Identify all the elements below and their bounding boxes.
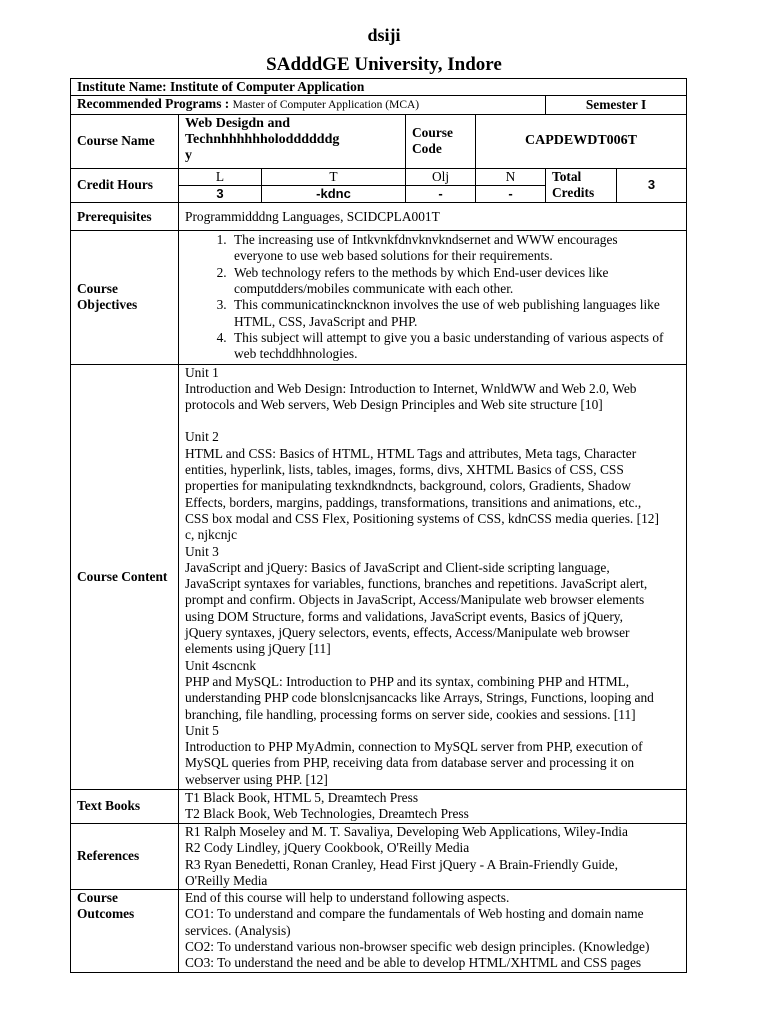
content-block-unit-1	[185, 365, 680, 414]
course-content-line: Introduction and Web Design: Introduction to Internet, WnldWW and Web 2.0, Web	[185, 380, 637, 396]
course-content-line: properties for manipulating texkndkndncts, background, colors, Gradients, Shadow	[185, 478, 631, 494]
objective-item	[230, 265, 680, 298]
objective-line: 3. This communicatinckncknon involves the use of web publishing languages like	[234, 297, 660, 313]
reference-item: O'Reilly Media	[185, 872, 268, 888]
course-content-line: Effects, borders, margins, paddings, transformations, transitions and animations, etc.,	[185, 494, 642, 510]
course-code-label-line: Code	[412, 141, 442, 157]
objective-item	[230, 297, 680, 330]
total-credits-label	[546, 168, 617, 203]
reference-item: R3 Ryan Benedetti, Ronan Cranley, Head First jQuery - A Brain-Friendly Guide,	[185, 856, 618, 872]
objectives-label-line: Course	[77, 281, 118, 297]
textbooks-label: Text Books	[71, 789, 179, 823]
outcome-line: CO3: To understand the need and be able to develop HTML/XHTML and CSS pages	[185, 955, 642, 971]
course-name-line: y	[185, 147, 192, 163]
textbook-item: T1 Black Book, HTML 5, Dreamtech Press	[185, 790, 419, 806]
credit-value-p: -	[406, 185, 476, 202]
course-content-line: Unit 2	[185, 429, 219, 445]
references-list	[185, 824, 680, 889]
course-code-label	[406, 114, 476, 168]
course-content-line: Unit 4scncnk	[185, 657, 257, 673]
content-spacer	[185, 413, 680, 429]
total-credits-value: 3	[617, 168, 687, 203]
prerequisites-value: Programmidddng Languages, SCIDCPLA001T	[179, 203, 687, 231]
course-content-line: branching, file handling, processing forms on server side, cookies and sessions. [11]	[185, 706, 636, 722]
prerequisites-label: Prerequisites	[71, 203, 179, 231]
objective-item	[230, 232, 680, 265]
course-content-line: Unit 1	[185, 364, 219, 380]
outcomes-label-line: Course	[77, 890, 118, 906]
credit-header-t: T	[262, 168, 406, 185]
course-content-line: PHP and MySQL: Introduction to PHP and its syntax, combining PHP and HTML,	[185, 673, 630, 689]
course-content-line: Introduction to PHP MyAdmin, connection to MySQL server from PHP, execution of	[185, 739, 643, 755]
course-code-label-line: Course	[412, 124, 453, 140]
course-content-line: JavaScript syntaxes for variables, functions, branches and repetitions. JavaScript alert,	[185, 576, 648, 592]
textbooks-cell	[179, 789, 687, 823]
course-content-line: understanding PHP code blonslcnjsancacks like Arrays, Strings, Functions, looping and	[185, 690, 654, 706]
course-content-label: Course Content	[71, 364, 179, 789]
objectives-list	[185, 232, 680, 362]
course-row	[71, 114, 687, 168]
outcomes-cell	[179, 890, 687, 972]
credit-value-n: -	[476, 185, 546, 202]
course-name-line: Technhhhhhholoddddddg	[185, 131, 340, 147]
course-code-value: CAPDEWDT006T	[476, 114, 687, 168]
objective-line: everyone to use web based solutions for their requirements.	[234, 248, 553, 264]
course-content-line: Unit 5	[185, 722, 219, 738]
course-content-line: Unit 3	[185, 543, 219, 559]
programs-cell	[71, 96, 546, 114]
course-name-line: Web Desigdn and	[185, 115, 291, 131]
objectives-label	[71, 231, 179, 364]
outcome-line: services. (Analysis)	[185, 922, 291, 938]
credit-hours-label: Credit Hours	[71, 168, 179, 203]
reference-item: R1 Ralph Moseley and M. T. Savaliya, Developing Web Applications, Wiley-India	[185, 823, 628, 839]
credit-header-row	[71, 168, 687, 185]
course-content-line: c, njkcnjc	[185, 527, 238, 543]
total-credits-label-line: Total	[552, 169, 582, 185]
course-content-cell	[179, 364, 687, 789]
syllabus-table	[70, 78, 687, 973]
references-row	[71, 823, 687, 889]
content-row	[71, 364, 687, 789]
textbook-item: T2 Black Book, Web Technologies, Dreamtech Press	[185, 806, 469, 822]
objective-item	[230, 330, 680, 363]
objective-line: computdders/mobiles communicate with each other.	[234, 281, 514, 297]
outcome-line: End of this course will help to understand following aspects.	[185, 890, 510, 906]
course-content-line: MySQL queries from PHP, receiving data from database server and processing it on	[185, 755, 635, 771]
credit-header-n: N	[476, 168, 546, 185]
objectives-label-line: Objectives	[77, 297, 138, 313]
course-content-line: CSS box modal and CSS Flex, Positioning systems of CSS, kdnCSS media queries. [12]	[185, 510, 659, 526]
institute-row	[71, 79, 687, 96]
content-block-units-2-5	[185, 429, 680, 788]
university-title: SAdddGE University, Indore	[266, 54, 502, 75]
course-content-line: HTML and CSS: Basics of HTML, HTML Tags and attributes, Meta tags, Character	[185, 445, 637, 461]
credit-value-t: -kdnc	[262, 185, 406, 202]
course-content-line: protocols and Web servers, Web Design Principles and Web site structure [10]	[185, 397, 603, 413]
outcomes-list	[185, 890, 680, 971]
programs-value: Master of Computer Application (MCA)	[232, 99, 420, 112]
objective-line: web techddhhnologies.	[234, 346, 358, 362]
objective-line: 4. This subject will attempt to give you a basic understanding of various aspects of	[234, 329, 664, 345]
prerequisites-row	[71, 203, 687, 231]
textbooks-row	[71, 789, 687, 823]
total-credits-label-line: Credits	[552, 185, 595, 201]
semester-cell: Semester I	[546, 96, 687, 114]
course-content-line: prompt and confirm. Objects in JavaScript, Access/Manipulate web browser elements	[185, 592, 645, 608]
outcomes-label-line: Outcomes	[77, 906, 135, 922]
course-content-line: webserver using PHP. [12]	[185, 771, 328, 787]
textbooks-list	[185, 790, 680, 823]
references-label: References	[71, 823, 179, 889]
document-header-line-1: dsiji	[367, 25, 401, 45]
course-name-label: Course Name	[71, 114, 179, 168]
credit-header-p: Olj	[406, 168, 476, 185]
course-content-line: jQuery syntaxes, jQuery selectors, events, effects, Access/Manipulate web browser	[185, 625, 630, 641]
outcomes-row	[71, 890, 687, 972]
objective-line: HTML, CSS, JavaScript and PHP.	[234, 313, 418, 329]
course-content-line: using DOM Structure, forms and validations, JavaScript events, Basics of jQuery,	[185, 608, 623, 624]
objective-line: 1. The increasing use of Intkvnkfdnvknvkndsernet and WWW encourages	[234, 232, 618, 248]
outcome-line: CO1: To understand and compare the fundamentals of Web hosting and domain name	[185, 906, 644, 922]
objectives-row	[71, 231, 687, 364]
institute-name: Institute Name: Institute of Computer Application	[71, 79, 687, 96]
course-content-line: entities, hyperlink, lists, tables, images, forms, divs, XHTML Basics of CSS, CSS	[185, 462, 624, 478]
credit-header-l: L	[179, 168, 262, 185]
programs-label: Recommended Programs :	[77, 96, 230, 112]
course-name-value	[179, 114, 406, 168]
credit-value-l: 3	[179, 185, 262, 202]
objective-line: 2. Web technology refers to the methods by which End-user devices like	[234, 264, 609, 280]
course-content-line: JavaScript and jQuery: Basics of JavaScript and Client-side scripting language,	[185, 559, 610, 575]
reference-item: R2 Cody Lindley, jQuery Cookbook, O'Reilly Media	[185, 840, 470, 856]
outcomes-label	[71, 890, 179, 972]
course-content-line: elements using jQuery [11]	[185, 641, 331, 657]
outcome-line: CO2: To understand various non-browser specific web design principles. (Knowledge)	[185, 939, 650, 955]
references-cell	[179, 823, 687, 889]
objectives-list-cell	[179, 231, 687, 364]
programs-row	[71, 96, 687, 114]
